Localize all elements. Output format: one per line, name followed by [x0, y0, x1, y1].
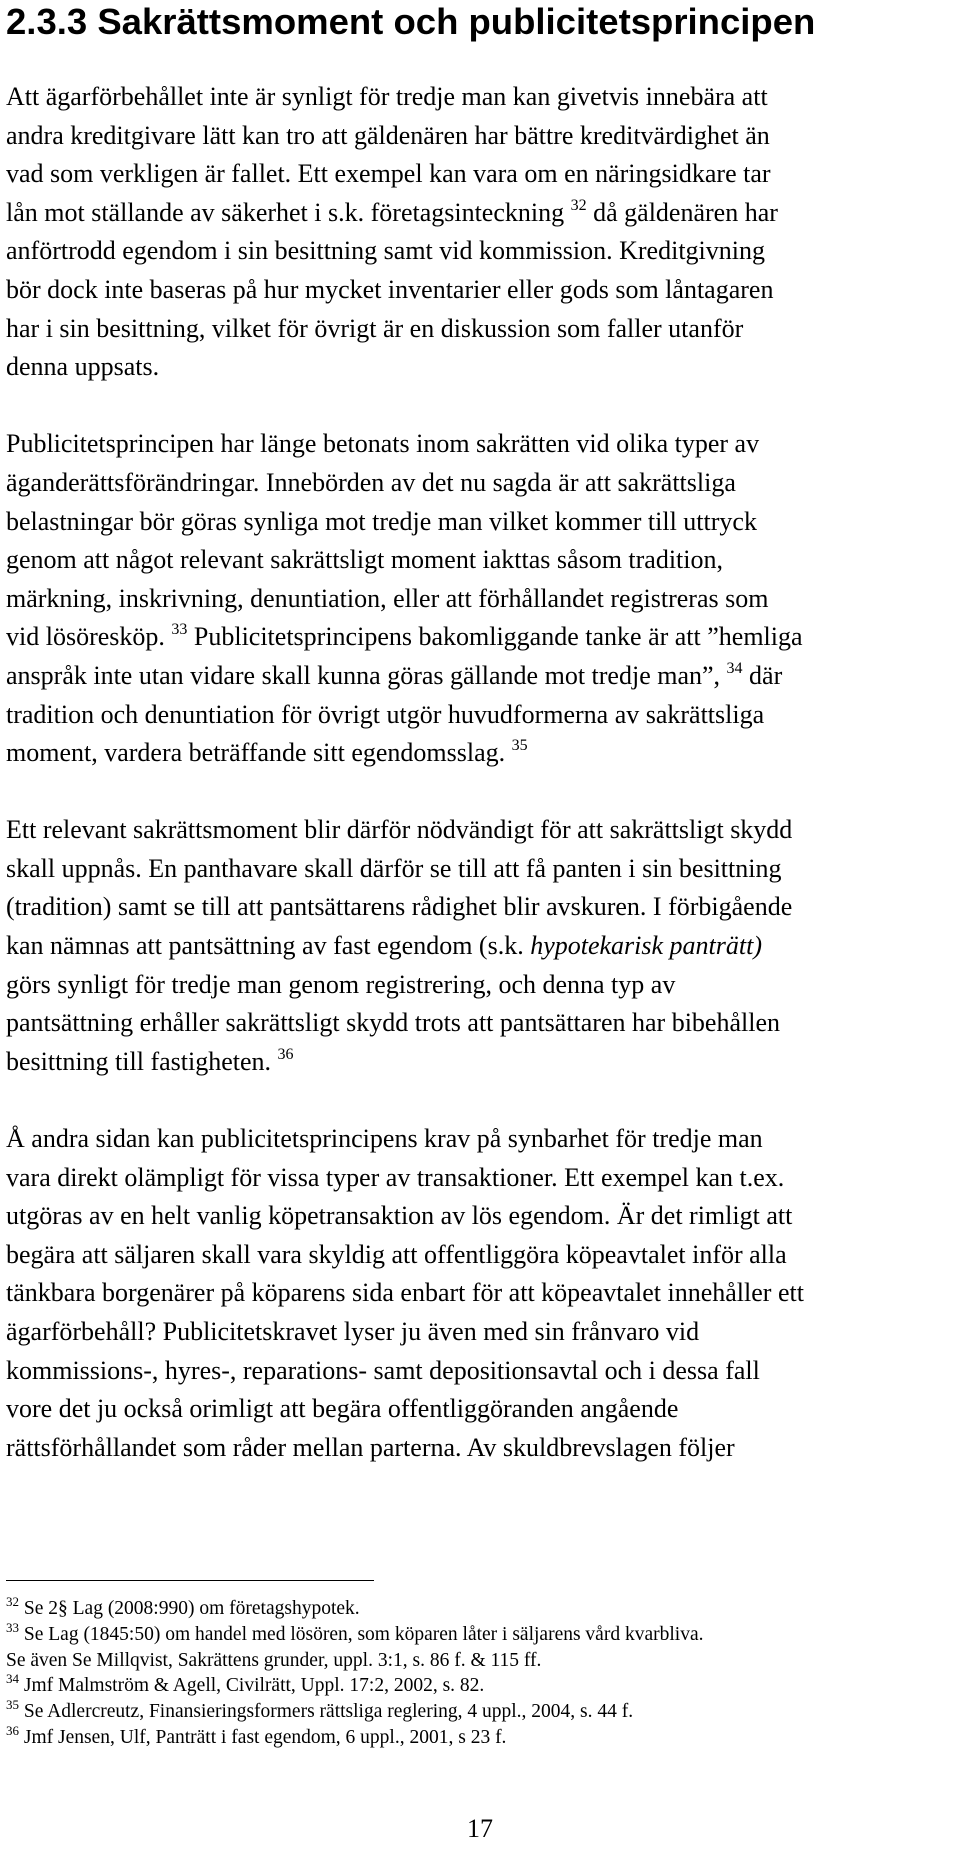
- text-run: då gäldenären har: [586, 197, 778, 227]
- text-run: Publicitetsprincipens bakomliggande tanke är att ”hemliga: [187, 622, 803, 652]
- text-line: [6, 1313, 946, 1352]
- text-line: [6, 580, 946, 619]
- paragraph: [6, 1120, 946, 1467]
- text-run: begära att säljaren skall vara skyldig att offentliggöra köpeavtalet inför alla: [6, 1239, 787, 1269]
- footnote: [6, 1619, 946, 1648]
- text-run: Se 2§ Lag (2008:990) om företagshypotek.: [19, 1598, 360, 1619]
- text-run: vore det ju också orimligt att begära offentliggöranden angående: [6, 1394, 679, 1424]
- text-line: [6, 850, 946, 889]
- paragraph: [6, 78, 946, 387]
- text-line: [6, 1429, 946, 1468]
- text-line: [6, 503, 946, 542]
- section-heading: 2.3.3 Sakrättsmoment och publicitetsprincipen: [6, 1, 816, 42]
- footnote-ref: 36: [6, 1722, 19, 1738]
- text-run: anspråk inte utan vidare skall kunna göras gällande mot tredje man”,: [6, 660, 727, 690]
- text-line: [6, 966, 946, 1005]
- text-line: [6, 425, 946, 464]
- text-line: [6, 1120, 946, 1159]
- text-run: Att ägarförbehållet inte är synligt för tredje man kan givetvis innebära att: [6, 82, 768, 111]
- text-run: Jmf Jensen, Ulf, Panträtt i fast egendom, 6 uppl., 2001, s 23 f.: [19, 1726, 507, 1748]
- footnote: [6, 1596, 946, 1622]
- text-run: Se Lag (1845:50) om handel med lösören, som köparen låter i säljarens vård kvarbliva.: [19, 1623, 704, 1645]
- text-run: tradition och denuntiation för övrigt utgör huvudformerna av sakrättsliga: [6, 699, 765, 729]
- text-line: [6, 927, 946, 966]
- text-run: har i sin besittning, vilket för övrigt är en diskussion som faller utanför: [6, 313, 744, 343]
- text-run: moment, vardera beträffande sitt egendomsslag.: [6, 738, 512, 768]
- footnote-ref: 35: [6, 1697, 19, 1713]
- text-run: ägarförbehåll? Publicitetskravet lyser ju även med sin frånvaro vid: [6, 1317, 700, 1346]
- text-line: [6, 1159, 946, 1198]
- footnote: [6, 1699, 946, 1725]
- text-run: märkning, inskrivning, denuntiation, eller att förhållandet registreras som: [6, 583, 769, 613]
- text-run: Se även Se Millqvist, Sakrättens grunder, uppl. 3:1, s. 86 f. & 115 ff.: [6, 1649, 542, 1671]
- text-run: andra kreditgivare lätt kan tro att gäldenären har bättre kreditvärdighet än: [6, 120, 770, 150]
- text-run: genom att något relevant sakrättsligt moment iakttas såsom tradition,: [6, 545, 724, 575]
- footnote-ref: 36: [277, 1045, 294, 1063]
- text-run: (tradition) samt se till att pantsättarens rådighet blir avskuren. I förbigående: [6, 892, 793, 922]
- footnote: [6, 1648, 946, 1674]
- text-run: Se Adlercreutz, Finansieringsformers rättsliga reglering, 4 uppl., 2004, s. 44 f.: [19, 1701, 634, 1723]
- text-run: anförtrodd egendom i sin besittning samt vid kommission. Kreditgivning: [6, 236, 765, 266]
- text-line: [6, 348, 946, 387]
- text-run: Publicitetsprincipen har länge betonats inom sakrätten vid olika typer av: [6, 429, 760, 459]
- text-run: äganderättsförändringar. Innebörden av det nu sagda är att sakrättsliga: [6, 467, 736, 497]
- text-run: Ett relevant sakrättsmoment blir därför nödvändigt för att sakrättsligt skydd: [6, 815, 793, 845]
- text-line: [6, 1236, 946, 1275]
- text-line: [6, 271, 946, 310]
- text-line: [6, 811, 946, 850]
- text-line: [6, 310, 946, 349]
- text-run: skall uppnås. En panthavare skall därför se till att få panten i sin besittning: [6, 853, 782, 883]
- footnote-ref: 34: [6, 1671, 19, 1687]
- text-line: [6, 117, 946, 156]
- text-run: vid lösöresköp.: [6, 622, 172, 652]
- paragraph: [6, 425, 946, 772]
- text-line: [6, 541, 946, 580]
- footnote-ref: 35: [511, 737, 528, 755]
- footnote-ref: 34: [726, 659, 743, 677]
- emphasis-text: hypotekarisk panträtt): [530, 931, 762, 961]
- text-line: [6, 734, 946, 773]
- text-line: [6, 888, 946, 927]
- text-run: belastningar bör göras synliga mot tredje man vilket kommer till uttryck: [6, 506, 757, 536]
- text-line: [6, 1004, 946, 1043]
- text-run: Jmf Malmström & Agell, Civilrätt, Uppl. 17:2, 2002, s. 82.: [19, 1675, 485, 1697]
- text-line: [6, 1352, 946, 1391]
- text-run: bör dock inte baseras på hur mycket inventarier eller gods som låntagaren: [6, 274, 774, 304]
- text-line: [6, 194, 946, 233]
- text-run: denna uppsats.: [6, 352, 160, 382]
- text-run: görs synligt för tredje man genom registrering, och denna typ av: [6, 969, 676, 999]
- text-run: kan nämnas att pantsättning av fast egendom (s.k.: [6, 931, 531, 961]
- body-text: [6, 78, 946, 1467]
- footnote-ref: 32: [6, 1594, 19, 1609]
- footnote-ref: 33: [6, 1619, 19, 1635]
- text-run: utgöras av en helt vanlig köpetransaktion av lös egendom. Är det rimligt att: [6, 1201, 793, 1231]
- text-run: besittning till fastigheten.: [6, 1046, 278, 1076]
- text-line: [6, 1274, 946, 1313]
- text-run: där: [742, 660, 783, 690]
- text-run: lån mot ställande av säkerhet i s.k. företagsinteckning: [6, 197, 571, 227]
- footnote-separator: [6, 1580, 374, 1581]
- text-run: tänkbara borgenärer på köparens sida enbart för att köpeavtalet innehåller ett: [6, 1278, 804, 1308]
- text-line: [6, 1197, 946, 1236]
- paragraph: [6, 811, 946, 1081]
- text-run: Å andra sidan kan publicitetsprincipens krav på synbarhet för tredje man: [6, 1124, 763, 1154]
- footnote: [6, 1722, 946, 1751]
- text-line: [6, 618, 946, 657]
- footnote: [6, 1673, 946, 1699]
- text-line: [6, 696, 946, 735]
- page-number: 17: [467, 1814, 493, 1843]
- footnote-ref: 32: [570, 196, 587, 214]
- text-line: [6, 155, 946, 194]
- text-line: [6, 1043, 946, 1082]
- text-run: vara direkt olämpligt för vissa typer av transaktioner. Ett exempel kan t.ex.: [6, 1162, 785, 1192]
- text-line: [6, 78, 946, 117]
- text-line: [6, 232, 946, 271]
- text-line: [6, 657, 946, 696]
- text-run: kommissions-, hyres-, reparations- samt depositionsavtal och i dessa fall: [6, 1355, 760, 1385]
- text-line: [6, 1390, 946, 1429]
- footnotes: [6, 1596, 946, 1751]
- text-line: [6, 464, 946, 503]
- footnote-ref: 33: [171, 621, 188, 639]
- text-run: rättsförhållandet som råder mellan parterna. Av skuldbrevslagen följer: [6, 1432, 735, 1462]
- text-run: pantsättning erhåller sakrättsligt skydd trots att pantsättaren har bibehållen: [6, 1008, 780, 1038]
- text-run: vad som verkligen är fallet. Ett exempel kan vara om en näringsidkare tar: [6, 159, 771, 189]
